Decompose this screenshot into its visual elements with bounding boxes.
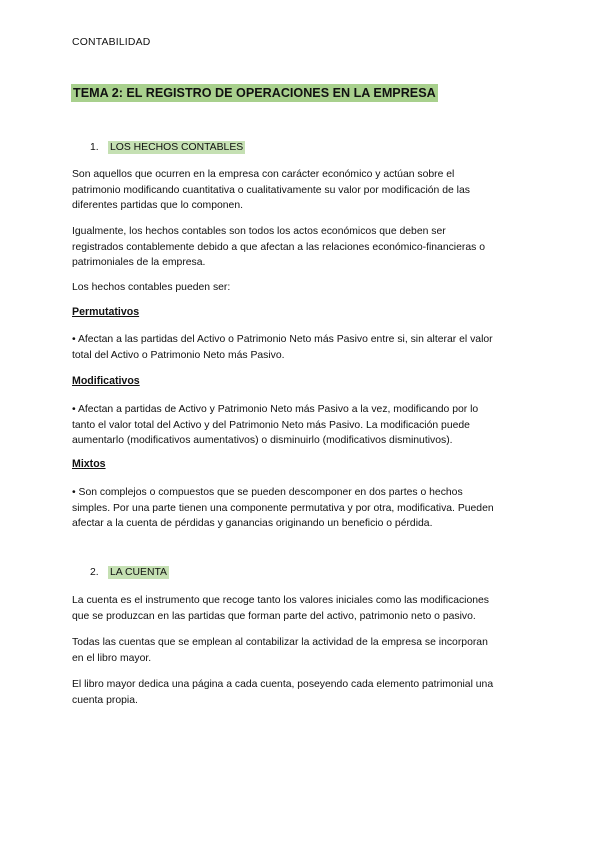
paragraph xyxy=(72,593,532,624)
page-title: TEMA 2: EL REGISTRO DE OPERACIONES EN LA EMPRESA xyxy=(73,86,436,100)
text-line: en el libro mayor. xyxy=(72,652,152,664)
section-number: 1. xyxy=(90,142,99,153)
section-number: 2. xyxy=(90,567,99,578)
text-line: simples. Por una parte tienen una componente permutativa y por otra, modificativa. Pueden xyxy=(72,502,494,514)
section-title: LOS HECHOS CONTABLES xyxy=(110,142,244,153)
subheading-permutativos: Permutativos xyxy=(72,306,140,318)
page-header: CONTABILIDAD xyxy=(72,37,151,48)
section-heading-2 xyxy=(90,567,169,578)
text-line: total del Activo o Patrimonio Neto más Pasivo. xyxy=(72,349,285,361)
paragraph xyxy=(72,402,532,449)
text-line: • Afectan a partidas de Activo y Patrimonio Neto más Pasivo a la vez, modificando por lo xyxy=(72,404,479,415)
text-line: patrimonio modificando cuantitativa o cualitativamente su valor por modificación de las xyxy=(72,184,470,196)
text-line: Igualmente, los hechos contables son todos los actos económicos que deben ser xyxy=(72,226,446,237)
section-title: LA CUENTA xyxy=(110,567,167,578)
text-line: Son aquellos que ocurren en la empresa con carácter económico y actúan sobre el xyxy=(72,169,455,180)
text-line: La cuenta es el instrumento que recoge tanto los valores iniciales como las modificaciones xyxy=(72,595,490,606)
text-line: que se produzcan en las partidas que forman parte del activo, patrimonio neto o pasivo. xyxy=(72,610,476,622)
text-line: El libro mayor dedica una página a cada cuenta, poseyendo cada elemento patrimonial una xyxy=(72,679,494,690)
text-line: patrimoniales de la empresa. xyxy=(72,257,206,268)
text-line: registrados contablemente debido a que afectan a las relaciones económico-financieras o xyxy=(72,241,485,253)
paragraph xyxy=(72,332,532,363)
text-line: • Afectan a las partidas del Activo o Patrimonio Neto más Pasivo entre si, sin alterar el valor xyxy=(72,334,493,345)
text-line: Todas las cuentas que se emplean al contabilizar la actividad de la empresa se incorporan xyxy=(72,637,488,648)
text-line: • Son complejos o compuestos que se pueden descomponer en dos partes o hechos xyxy=(72,487,463,498)
text-line: diferentes partidas que lo componen. xyxy=(72,200,243,211)
text-line: afectar a la cuenta de pérdidas y ganancias originando un beneficio o pérdida. xyxy=(72,518,433,529)
text-line: aumentarlo (modificativos aumentativos) o disminuirlo (modificativos disminutivos). xyxy=(72,435,453,446)
paragraph xyxy=(72,635,532,666)
section-heading-1 xyxy=(90,142,245,153)
paragraph xyxy=(72,167,532,214)
text-line: tanto el valor total del Activo y del Patrimonio Neto más Pasivo. La modificación puede xyxy=(72,419,470,431)
subheading-modificativos: Modificativos xyxy=(72,375,140,387)
subheading-mixtos: Mixtos xyxy=(72,458,106,470)
paragraph xyxy=(72,280,532,296)
text-line: Los hechos contables pueden ser: xyxy=(72,282,231,293)
paragraph xyxy=(72,677,532,708)
paragraph xyxy=(72,224,532,271)
paragraph xyxy=(72,485,532,532)
text-line: cuenta propia. xyxy=(72,694,138,706)
